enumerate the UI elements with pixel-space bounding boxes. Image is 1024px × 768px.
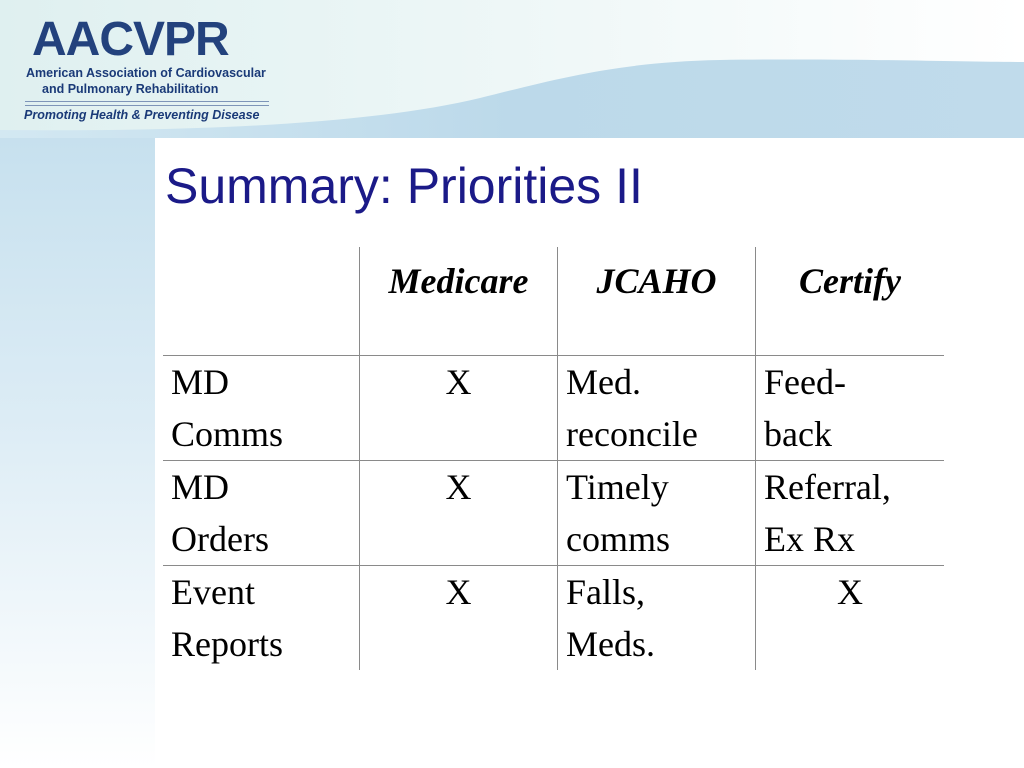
row-label-line: MD xyxy=(171,467,230,507)
certify-line: Feed- xyxy=(764,362,846,402)
priorities-table xyxy=(163,247,944,670)
row-label-line: Reports xyxy=(171,624,283,664)
medicare-cell: X xyxy=(360,461,558,566)
logo-divider xyxy=(25,105,269,106)
jcaho-cell xyxy=(558,461,756,566)
certify-line: Referral, xyxy=(764,467,891,507)
left-gradient-panel xyxy=(0,130,155,768)
row-label xyxy=(163,566,360,671)
certify-cell xyxy=(756,356,945,461)
slide-title: Summary: Priorities II xyxy=(165,158,643,214)
jcaho-line: Meds. xyxy=(566,624,655,664)
certify-cell xyxy=(756,461,945,566)
row-label-line: MD xyxy=(171,362,230,402)
table-row xyxy=(163,356,944,461)
table-header-row xyxy=(163,247,944,356)
jcaho-cell xyxy=(558,566,756,671)
header-empty xyxy=(163,247,360,356)
logo-wordmark: AACVPR xyxy=(32,13,229,66)
table-row xyxy=(163,461,944,566)
medicare-cell: X xyxy=(360,566,558,671)
row-label-line: Comms xyxy=(171,414,284,454)
medicare-cell: X xyxy=(360,356,558,461)
jcaho-line: Med. xyxy=(566,362,641,402)
row-label xyxy=(163,461,360,566)
header-jcaho: JCAHO xyxy=(558,247,756,356)
jcaho-line: Timely xyxy=(566,467,669,507)
aacvpr-logo xyxy=(20,12,275,127)
header-certify: Certify xyxy=(756,247,945,356)
row-label-line: Event xyxy=(171,572,255,612)
row-label-line: Orders xyxy=(171,519,269,559)
header-medicare: Medicare xyxy=(360,247,558,356)
certify-line: Ex Rx xyxy=(764,519,856,559)
jcaho-cell xyxy=(558,356,756,461)
logo-org-line2: and Pulmonary Rehabilitation xyxy=(42,82,219,96)
logo-tagline: Promoting Health & Preventing Disease xyxy=(24,108,260,122)
certify-cell: X xyxy=(756,566,945,671)
table-row xyxy=(163,566,944,671)
jcaho-line: Falls, xyxy=(566,572,646,612)
logo-divider xyxy=(25,101,269,102)
certify-line: back xyxy=(764,414,832,454)
logo-org-line1: American Association of Cardiovascular xyxy=(26,66,266,80)
jcaho-line: comms xyxy=(566,519,670,559)
jcaho-line: reconcile xyxy=(566,414,698,454)
row-label xyxy=(163,356,360,461)
